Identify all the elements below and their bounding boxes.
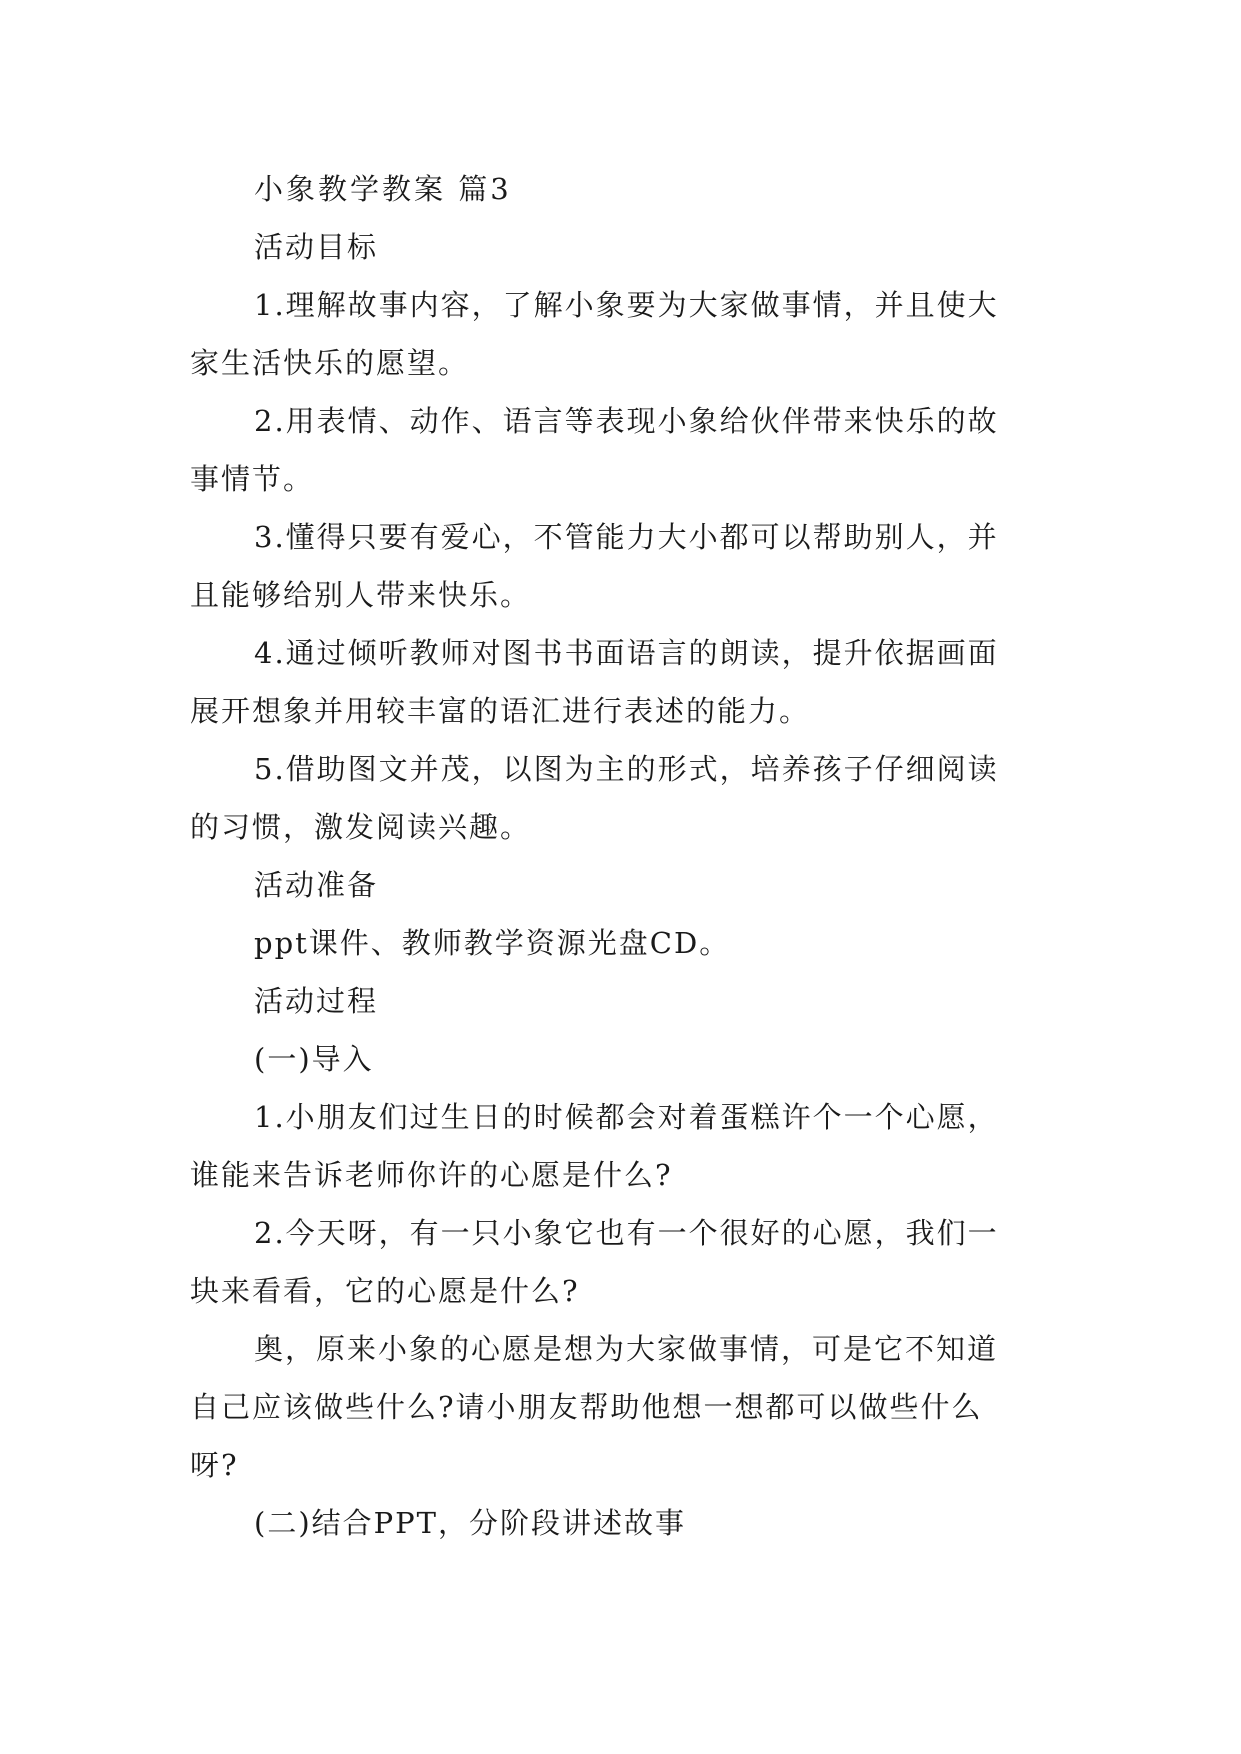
intro-item-2-line-1: 2.今天呀，有一只小象它也有一个很好的心愿，我们一 xyxy=(254,1216,999,1250)
intro-paragraph-line-1: 奥，原来小象的心愿是想为大家做事情，可是它不知道 xyxy=(254,1332,999,1366)
intro-paragraph-line-2: 自己应该做些什么?请小朋友帮助他想一想都可以做些什么 xyxy=(190,1390,983,1424)
goal-2-line-2: 事情节。 xyxy=(190,462,315,496)
intro-item-1-line-2: 谁能来告诉老师你许的心愿是什么? xyxy=(190,1158,673,1192)
process-step-1-heading: (一)导入 xyxy=(254,1042,374,1076)
goal-4-line-2: 展开想象并用较丰富的语汇进行表述的能力。 xyxy=(190,694,811,728)
goal-4-line-1: 4.通过倾听教师对图书书面语言的朗读，提升依据画面 xyxy=(254,636,999,670)
goal-3-line-1: 3.懂得只要有爱心，不管能力大小都可以帮助别人，并 xyxy=(254,520,999,554)
goal-3-line-2: 且能够给别人带来快乐。 xyxy=(190,578,532,612)
document-title: 小象教学教案 篇3 xyxy=(254,172,512,206)
process-step-2-heading: (二)结合PPT，分阶段讲述故事 xyxy=(254,1506,686,1540)
goal-2-line-1: 2.用表情、动作、语言等表现小象给伙伴带来快乐的故 xyxy=(254,404,999,438)
intro-item-1-line-1: 1.小朋友们过生日的时候都会对着蛋糕许个一个心愿， xyxy=(254,1100,999,1134)
preparation-text: ppt课件、教师教学资源光盘CD。 xyxy=(254,926,731,960)
goal-5-line-2: 的习惯，激发阅读兴趣。 xyxy=(190,810,532,844)
document-body xyxy=(190,160,1052,1552)
section-heading-process: 活动过程 xyxy=(254,984,379,1018)
intro-item-2-line-2: 块来看看，它的心愿是什么? xyxy=(190,1274,580,1308)
goal-1-line-2: 家生活快乐的愿望。 xyxy=(190,346,470,380)
intro-paragraph-line-3: 呀? xyxy=(190,1448,239,1482)
section-heading-preparation: 活动准备 xyxy=(254,868,379,902)
goal-1-line-1: 1.理解故事内容，了解小象要为大家做事情，并且使大 xyxy=(254,288,999,322)
goal-5-line-1: 5.借助图文并茂，以图为主的形式，培养孩子仔细阅读 xyxy=(254,752,999,786)
section-heading-goals: 活动目标 xyxy=(254,230,379,264)
